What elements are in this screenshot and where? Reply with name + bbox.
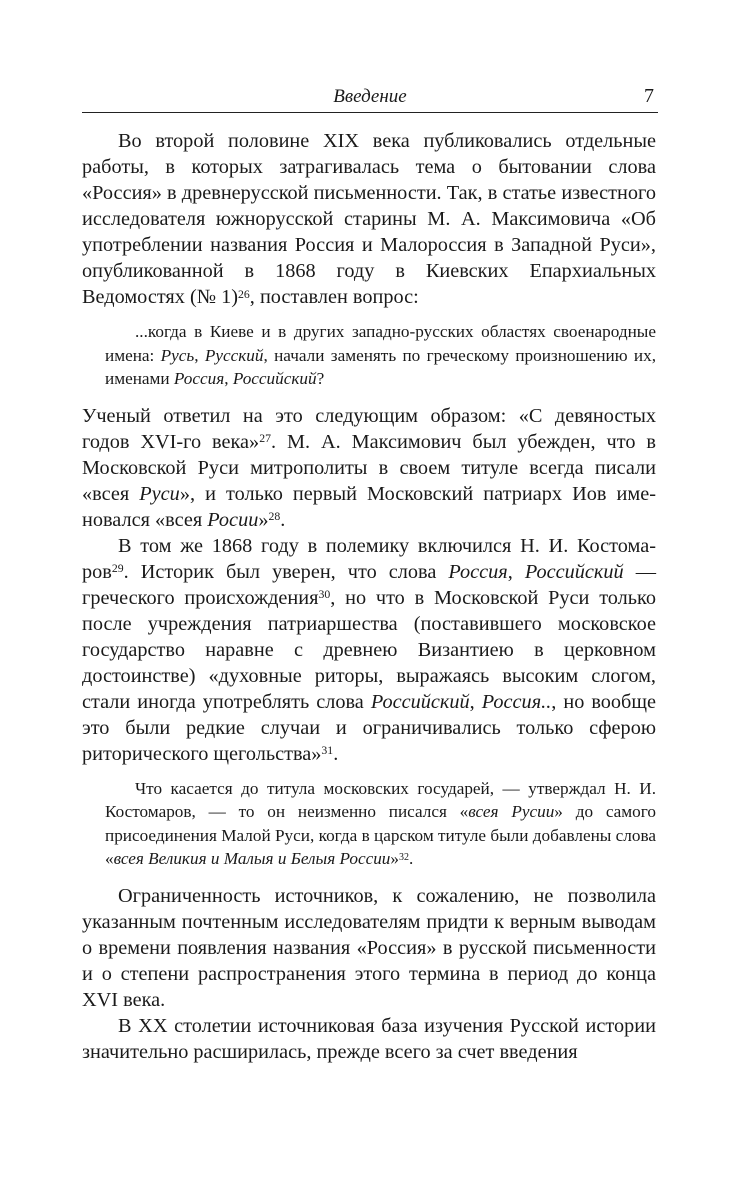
footnote-ref-29: 29: [111, 562, 124, 576]
running-header: [82, 84, 658, 113]
footnote-ref-27: 27: [259, 432, 271, 446]
paragraph-2: Ученый ответил на это следующим образом: «С девяностых годов XVI-го века»$^{27}$. М. А. Максимович был убежден, что в Московской Руси митрополиты в своем титуле всегда писали «всея Руси», и только первый Московский патриарх Иов именовался «всея Росии»$^{28}$.: [82, 404, 657, 531]
footnote-ref-30: 30: [318, 588, 331, 602]
quote-2: Что касается до титула московских государей, — утверждал Н. И. Костомаров, — то он неизменно писался «всея Русии» до самого присоединения Малой Руси, когда в царском титуле были добавлены слова «всея Великия и Малыя и Белыя России»$^{32}$.: [105, 778, 656, 868]
running-title: Введение: [333, 86, 407, 107]
footnote-ref-32: 32: [399, 851, 409, 863]
paragraph-3: В том же 1868 году в полемику включился Н. И. Костомаров$^{29}$. Историк был уверен, что слова Россия, Российский — греческого происхождения$^{30}$, но что в Московской Руси только после учреждения патриаршества (поставившего московское государство наравне с древнею Византиею в церковном достоинстве) «духовные риторы, выражаясь высоким слогом, стали иногда употреблять слова Российский, Россия.., но вообще это были редкие случаи и ограничивались только сферою риторического щегольства»$^{31}$.: [82, 534, 657, 765]
paragraph-5: В XX столетии источниковая база изучения Русской истории значительно расширилась, прежде всего за счет введения: [82, 1014, 656, 1063]
footnote-ref-31: 31: [321, 744, 334, 758]
paragraph-1: Во второй половине XIX века публиковались отдельные работы, в которых затрагивалась тема о бытовании слова «Россия» в древнерусской письменности. Так, в статье известного исследователя южнорусской старины М. А. Максимовича «Об употреблении названия Россия и Малороссия в Западной Руси», опубликованной в 1868 году в Киевских Епархиальных Ведомостях (№ 1)$^{26}$, поставлен вопрос:: [82, 130, 656, 308]
footnote-ref-28: 28: [268, 510, 281, 524]
paragraph-4: Ограниченность источников, к сожалению, не позволила указанным почтенным исследователям придти к верным выводам о времени появления названия «Россия» в русской письменности и о степени распространения этого термина в период до конца XVI века.: [82, 884, 656, 1011]
page-number: 7: [644, 85, 654, 107]
page-body: [82, 128, 656, 1065]
footnote-ref-26: 26: [238, 287, 250, 301]
quote-1: ...когда в Киеве и в других западно-русских областях своенародные имена: Русь, Русский, начали заменять по греческому произношению их, именами Россия, Российский?: [105, 322, 657, 388]
